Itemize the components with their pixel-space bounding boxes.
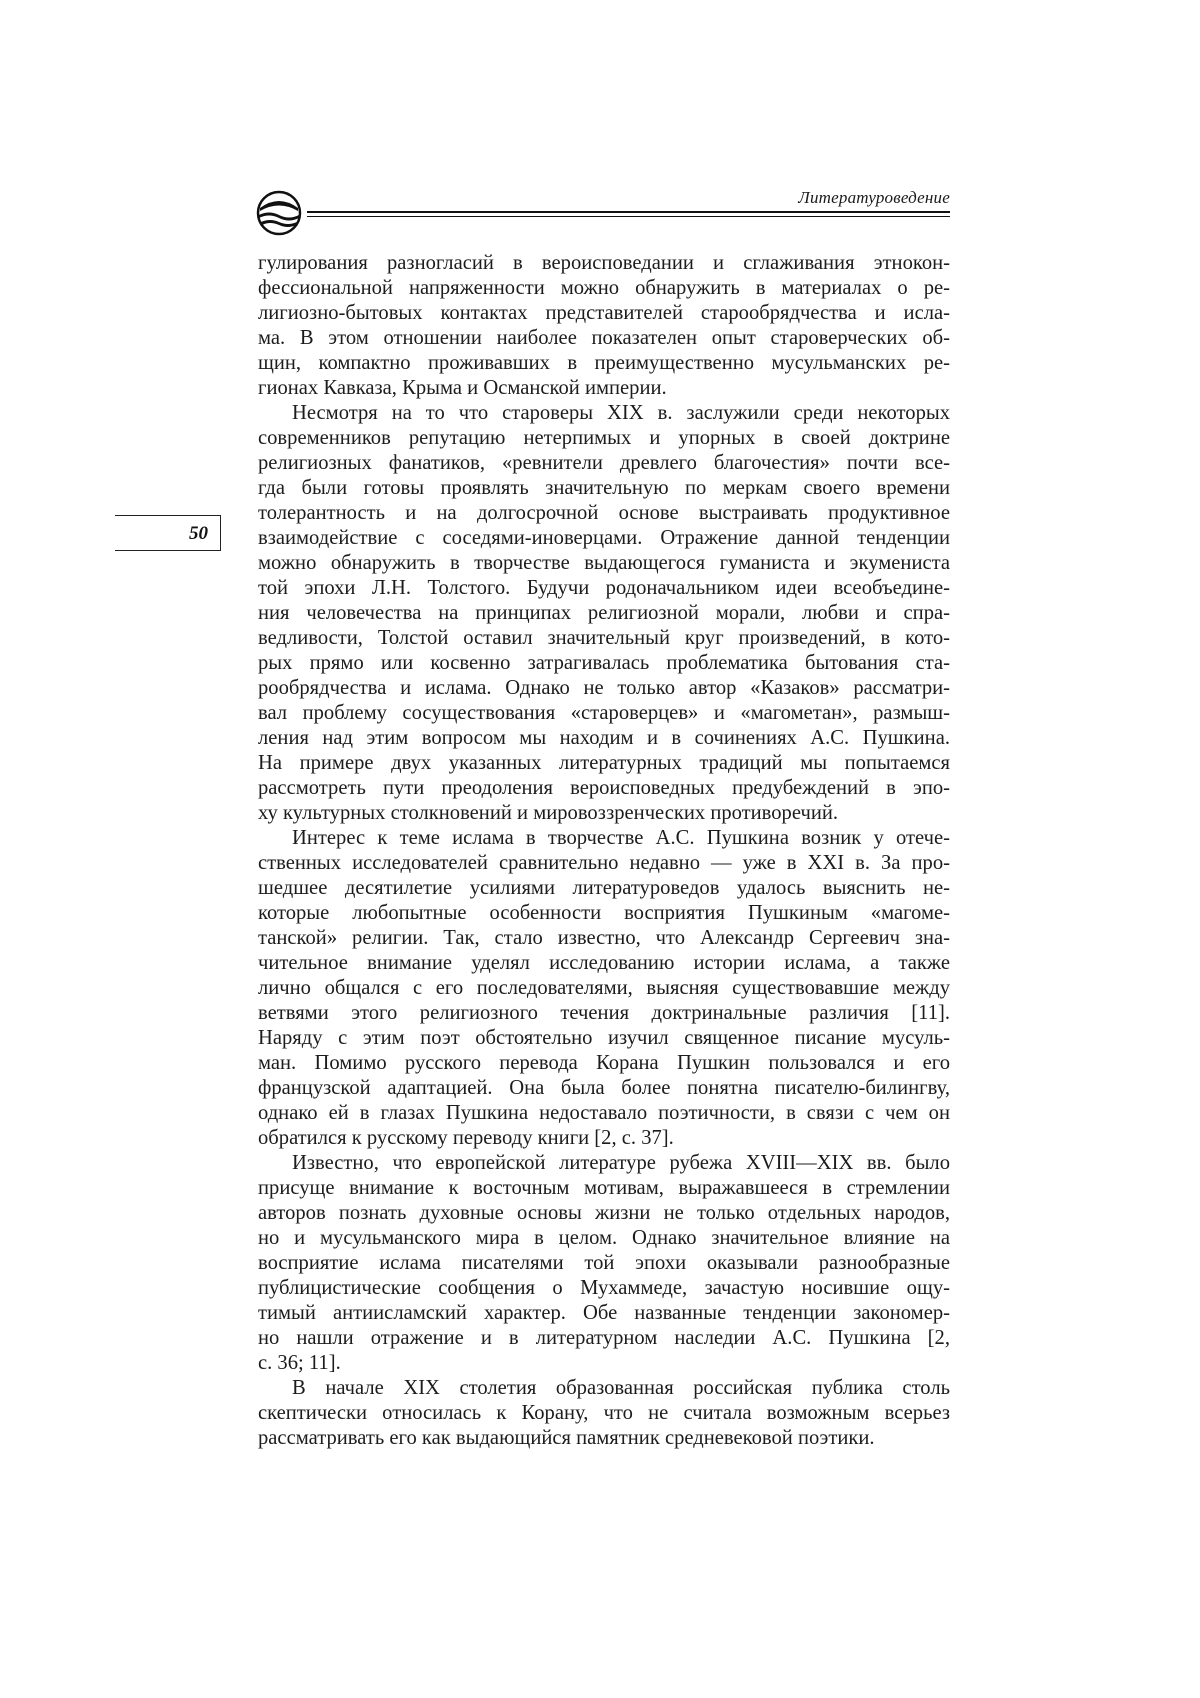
paragraph <box>258 251 950 401</box>
text-line: фессиональной напряженности можно обнаружить в материалах о ре- <box>258 277 950 299</box>
paragraph <box>258 1151 950 1376</box>
page-number-box <box>115 515 221 551</box>
journal-emblem-icon <box>256 190 302 236</box>
text-line: обратился к русскому переводу книги [2, с. 37]. <box>258 1127 674 1149</box>
text-line: которые любопытные особенности восприятия Пушкиным «магоме- <box>258 902 950 924</box>
text-line: рых прямо или косвенно затрагивалась проблематика бытования ста- <box>258 652 950 674</box>
text-line: Известно, что европейской литературе рубежа XVIII—XIX вв. было <box>292 1152 950 1174</box>
text-line: На примере двух указанных литературных традиций мы попытаемся <box>258 752 950 774</box>
paragraph <box>258 401 950 826</box>
text-line: шедшее десятилетие усилиями литературоведов удалось выяснить не- <box>258 877 950 899</box>
text-line: чительное внимание уделял исследованию истории ислама, а также <box>258 952 950 974</box>
text-line: с. 36; 11]. <box>258 1352 341 1374</box>
text-line: ния человечества на принципах религиозной морали, любви и спра- <box>258 602 950 624</box>
text-line: ления над этим вопросом мы находим и в сочинениях А.С. Пушкина. <box>258 727 950 749</box>
article-body <box>258 251 950 1451</box>
section-title: Литературоведение <box>798 188 950 207</box>
text-line: публицистические сообщения о Мухаммеде, зачастую носившие ощу- <box>258 1277 950 1299</box>
text-line: взаимодействие с соседями-иноверцами. Отражение данной тенденции <box>258 527 950 549</box>
text-line: ведливости, Толстой оставил значительный круг произведений, в кото- <box>258 627 950 649</box>
text-line: рообрядчества и ислама. Однако не только автор «Казаков» рассматри- <box>258 677 950 699</box>
text-line: однако ей в глазах Пушкина недоставало поэтичности, в связи с чем он <box>258 1102 950 1124</box>
text-line: скептически относилась к Корану, что не считала возможным всерьез <box>258 1402 950 1424</box>
text-line: гда были готовы проявлять значительную по меркам своего времени <box>258 477 950 499</box>
text-line: В начале XIX столетия образованная российская публика столь <box>292 1377 950 1399</box>
header-rule-thin <box>307 216 950 217</box>
text-line: присуще внимание к восточным мотивам, выражавшееся в стремлении <box>258 1177 950 1199</box>
text-line: рассмотреть пути преодоления вероисповедных предубеждений в эпо- <box>258 777 950 799</box>
page-number: 50 <box>189 523 208 544</box>
paragraph <box>258 826 950 1151</box>
text-line: авторов познать духовные основы жизни не только отдельных народов, <box>258 1202 950 1224</box>
text-line: восприятие ислама писателями той эпохи оказывали разнообразные <box>258 1252 950 1274</box>
text-line: религиозных фанатиков, «ревнители древлего благочестия» почти все- <box>258 452 950 474</box>
text-line: французской адаптацией. Она была более понятна писателю-билингву, <box>258 1077 950 1099</box>
text-line: Интерес к теме ислама в творчестве А.С. Пушкина возник у отече- <box>292 827 950 849</box>
text-line: тимый антиисламский характер. Обе названные тенденции закономер- <box>258 1302 950 1324</box>
text-line: лигиозно-бытовых контактах представителей старообрядчества и исла- <box>258 302 950 324</box>
text-line: ма. В этом отношении наиболее показателен опыт староверческих об- <box>258 327 950 349</box>
text-line: танской» религии. Так, стало известно, что Александр Сергеевич зна- <box>258 927 950 949</box>
text-line: но нашли отражение и в литературном наследии А.С. Пушкина [2, <box>258 1327 950 1349</box>
text-line: гулирования разногласий в вероисповедании и сглаживания этнокон- <box>258 252 950 274</box>
text-line: современников репутацию нетерпимых и упорных в своей доктрине <box>258 427 950 449</box>
text-line: той эпохи Л.Н. Толстого. Будучи родоначальником идеи всеобъедине- <box>258 577 950 599</box>
text-line: ман. Помимо русского перевода Корана Пушкин пользовался и его <box>258 1052 950 1074</box>
text-line: но и мусульманского мира в целом. Однако значительное влияние на <box>258 1227 950 1249</box>
text-line: Несмотря на то что староверы XIX в. заслужили среди некоторых <box>292 402 950 424</box>
text-line: ветвями этого религиозного течения доктринальные различия [11]. <box>258 1002 950 1024</box>
text-line: лично общался с его последователями, выясняя существовавшие между <box>258 977 950 999</box>
text-line: ственных исследователей сравнительно недавно — уже в XXI в. За про- <box>258 852 950 874</box>
header-rule <box>307 211 950 213</box>
text-line: гионах Кавказа, Крыма и Османской империи. <box>258 377 667 399</box>
text-line: вал проблему сосуществования «староверцев» и «магометан», размыш- <box>258 702 950 724</box>
text-line: ху культурных столкновений и мировоззренческих противоречий. <box>258 802 839 824</box>
paragraph <box>258 1376 950 1451</box>
text-line: рассматривать его как выдающийся памятник средневековой поэтики. <box>258 1427 875 1449</box>
text-line: толерантность и на долгосрочной основе выстраивать продуктивное <box>258 502 950 524</box>
text-line: Наряду с этим поэт обстоятельно изучил священное писание мусуль- <box>258 1027 950 1049</box>
text-line: можно обнаружить в творчестве выдающегося гуманиста и экумениста <box>258 552 950 574</box>
text-line: щин, компактно проживавших в преимущественно мусульманских ре- <box>258 352 950 374</box>
